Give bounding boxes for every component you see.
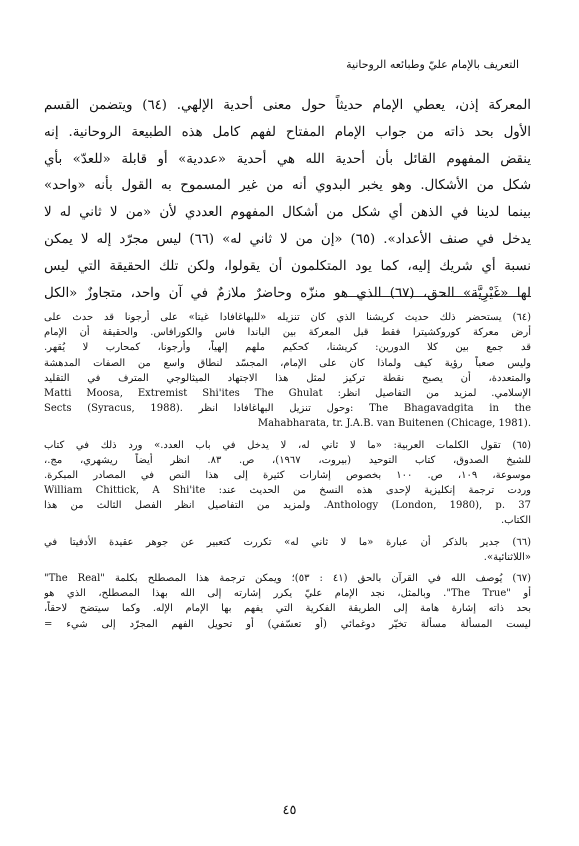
footnote-line: أرض معركة كوروكشيترا فقط قبل المعركة بين الباندا فاس والكورافاس. والحقيقة أن الإمام: [44, 327, 531, 339]
main-text: [44, 93, 531, 307]
footnote-line: موسوعة، ١٠٩، ص. ١٠٠ بخصوص إشارات كثيرة إلى هذا النص في المصادر المبكرة.: [44, 469, 531, 481]
footnote-67: [44, 571, 531, 632]
footnote-line: (٦٦) جدير بالذكر أن عبارة «ما لا ثاني له» تكررت كتعبير عن جوهر عقيدة الأدفيتا في: [44, 536, 531, 548]
running-header: التعريف بالإمام عليّ وطبائعه الروحانية: [346, 58, 519, 71]
footnote-line: The Bhagavadgita in the :وحول تنزيل البهاغافادا انظر .Sects (Syracus, 1988): [44, 403, 531, 415]
body-line: لها «غَيْرِيَّة» الحق، (٦٧) الذي هو منزّه وحاضرٌ ملازمٌ في آن واحد، متجاوزٌ «الكل: [44, 285, 531, 301]
body-line: شكل من الأشكال. وهو يخبر البدوي أنه من غير المسموح به القول بأنه «واحد»: [44, 178, 531, 194]
footnote-line: Mahabharata, tr. J.A.B. van Buitenen (Chicage, 1981).: [257, 418, 531, 430]
footnote-line: للشيخ الصدوق، كتاب التوحيد (بيروت، ١٩٦٧)، ص. ٨٣. انظر أيضاً ريشهري، مج.،: [44, 454, 531, 466]
footnote-66: [44, 535, 531, 565]
footnote-line: والمتعددة، أن يصبح نقطة تركيز لمثل هذا الاجتهاد الميثالوجي المترف في التقليد: [44, 372, 531, 384]
body-line: المعركة إذن، يعطي الإمام حديثاً حول معنى أحدية الإلهي. (٦٤) ويتضمن القسم: [44, 98, 531, 113]
page-number: ٤٥: [282, 803, 297, 818]
footnote-line: (٦٥) تقول الكلمات العربية: «ما لا ثاني له، لا يدخل في باب العدد.» ورد ذلك في كتاب: [44, 439, 531, 451]
body-line: يدخل في صنف الأعداد». (٦٥) «إن من لا ثاني له» (٦٦) ليس مجرّد إله لا يمكن: [44, 231, 531, 247]
body-line: نسبة أي شريك إليه، كما يود المتكلمون أن يقولوا، ولكن تلك الحقيقة التي ليس: [44, 258, 531, 274]
body-line: بينما لدينا في الذهن أي شكل من أشكال المفهوم العددي لأن «من لا ثاني له لا: [44, 205, 531, 221]
footnote-line: الإسلامي. لمزيد من التفاصيل انظر: Matti Moosa, Extremist Shi'ites The Ghulat: [44, 387, 531, 399]
footnote-line: (٦٤) يستحضر ذلك حديث كريشنا الذي كان تنزيله «للبهاغافادا غيتا» على أرجونا قد حدث على: [44, 312, 531, 323]
footnote-line: قد جمع بين كلا الدورين: كريشنا، كحكيم ملهم إلهياً، وأرجونا، كمحارب لا يُقهر.: [44, 342, 531, 354]
footnote-divider: [346, 296, 531, 297]
footnote-line: بحد ذاته إشارة هامة إلى الطريقة الفكرية التي يفهم بها الإمام الإله. وكما سيتضح لاحقاً،: [44, 603, 531, 615]
footnote-line: Anthology (London, 1980), p. 37. ولمزيد من التفاصيل انظر الفصل الثالث من هذا: [44, 500, 531, 512]
footnote-line: وليس صعباً رؤية كيف ولماذا كان على الإمام، المجسّد لنطاق واسع من الصفات المدهشة: [44, 357, 531, 369]
footnote-line: «اللاثنائية».: [483, 551, 531, 563]
body-line: ينقض المفهوم القائل بأن أحدية الله هي أحدية «عددية» أو قابلة «للعدّ» بأي: [44, 151, 531, 167]
footnote-line: وردت ترجمة إنكليزية لإحدى هذه النسخ من الحديث عند: William Chittick, A Shi'ite: [44, 485, 531, 497]
footnote-64: [44, 310, 531, 432]
footnote-line: ليست المسألة مسألة تخيّر دوغمائي (أو تعسّفي) أو تحويل الفهم المجرّد إلى شيء =: [44, 618, 531, 630]
footnote-line: أو "The True". وبالمثل، نجد الإمام عليّ يكرر إشارته إلى الله بهذا المصطلح، الذي هو: [44, 588, 531, 600]
footnotes: [44, 310, 531, 632]
footnote-line: (٦٧) يُوصف الله في القرآن بالحق (٤١ : ٥٣)؛ ويمكن ترجمة هذا المصطلح بكلمة "The Real": [44, 573, 531, 584]
body-line: الأول بحد ذاته من جواب الإمام المفتاح لفهم كامل هذه الطبيعة الروحانية. إنه: [44, 124, 531, 140]
footnote-line: الكتاب.: [500, 515, 531, 527]
footnote-65: [44, 438, 531, 529]
